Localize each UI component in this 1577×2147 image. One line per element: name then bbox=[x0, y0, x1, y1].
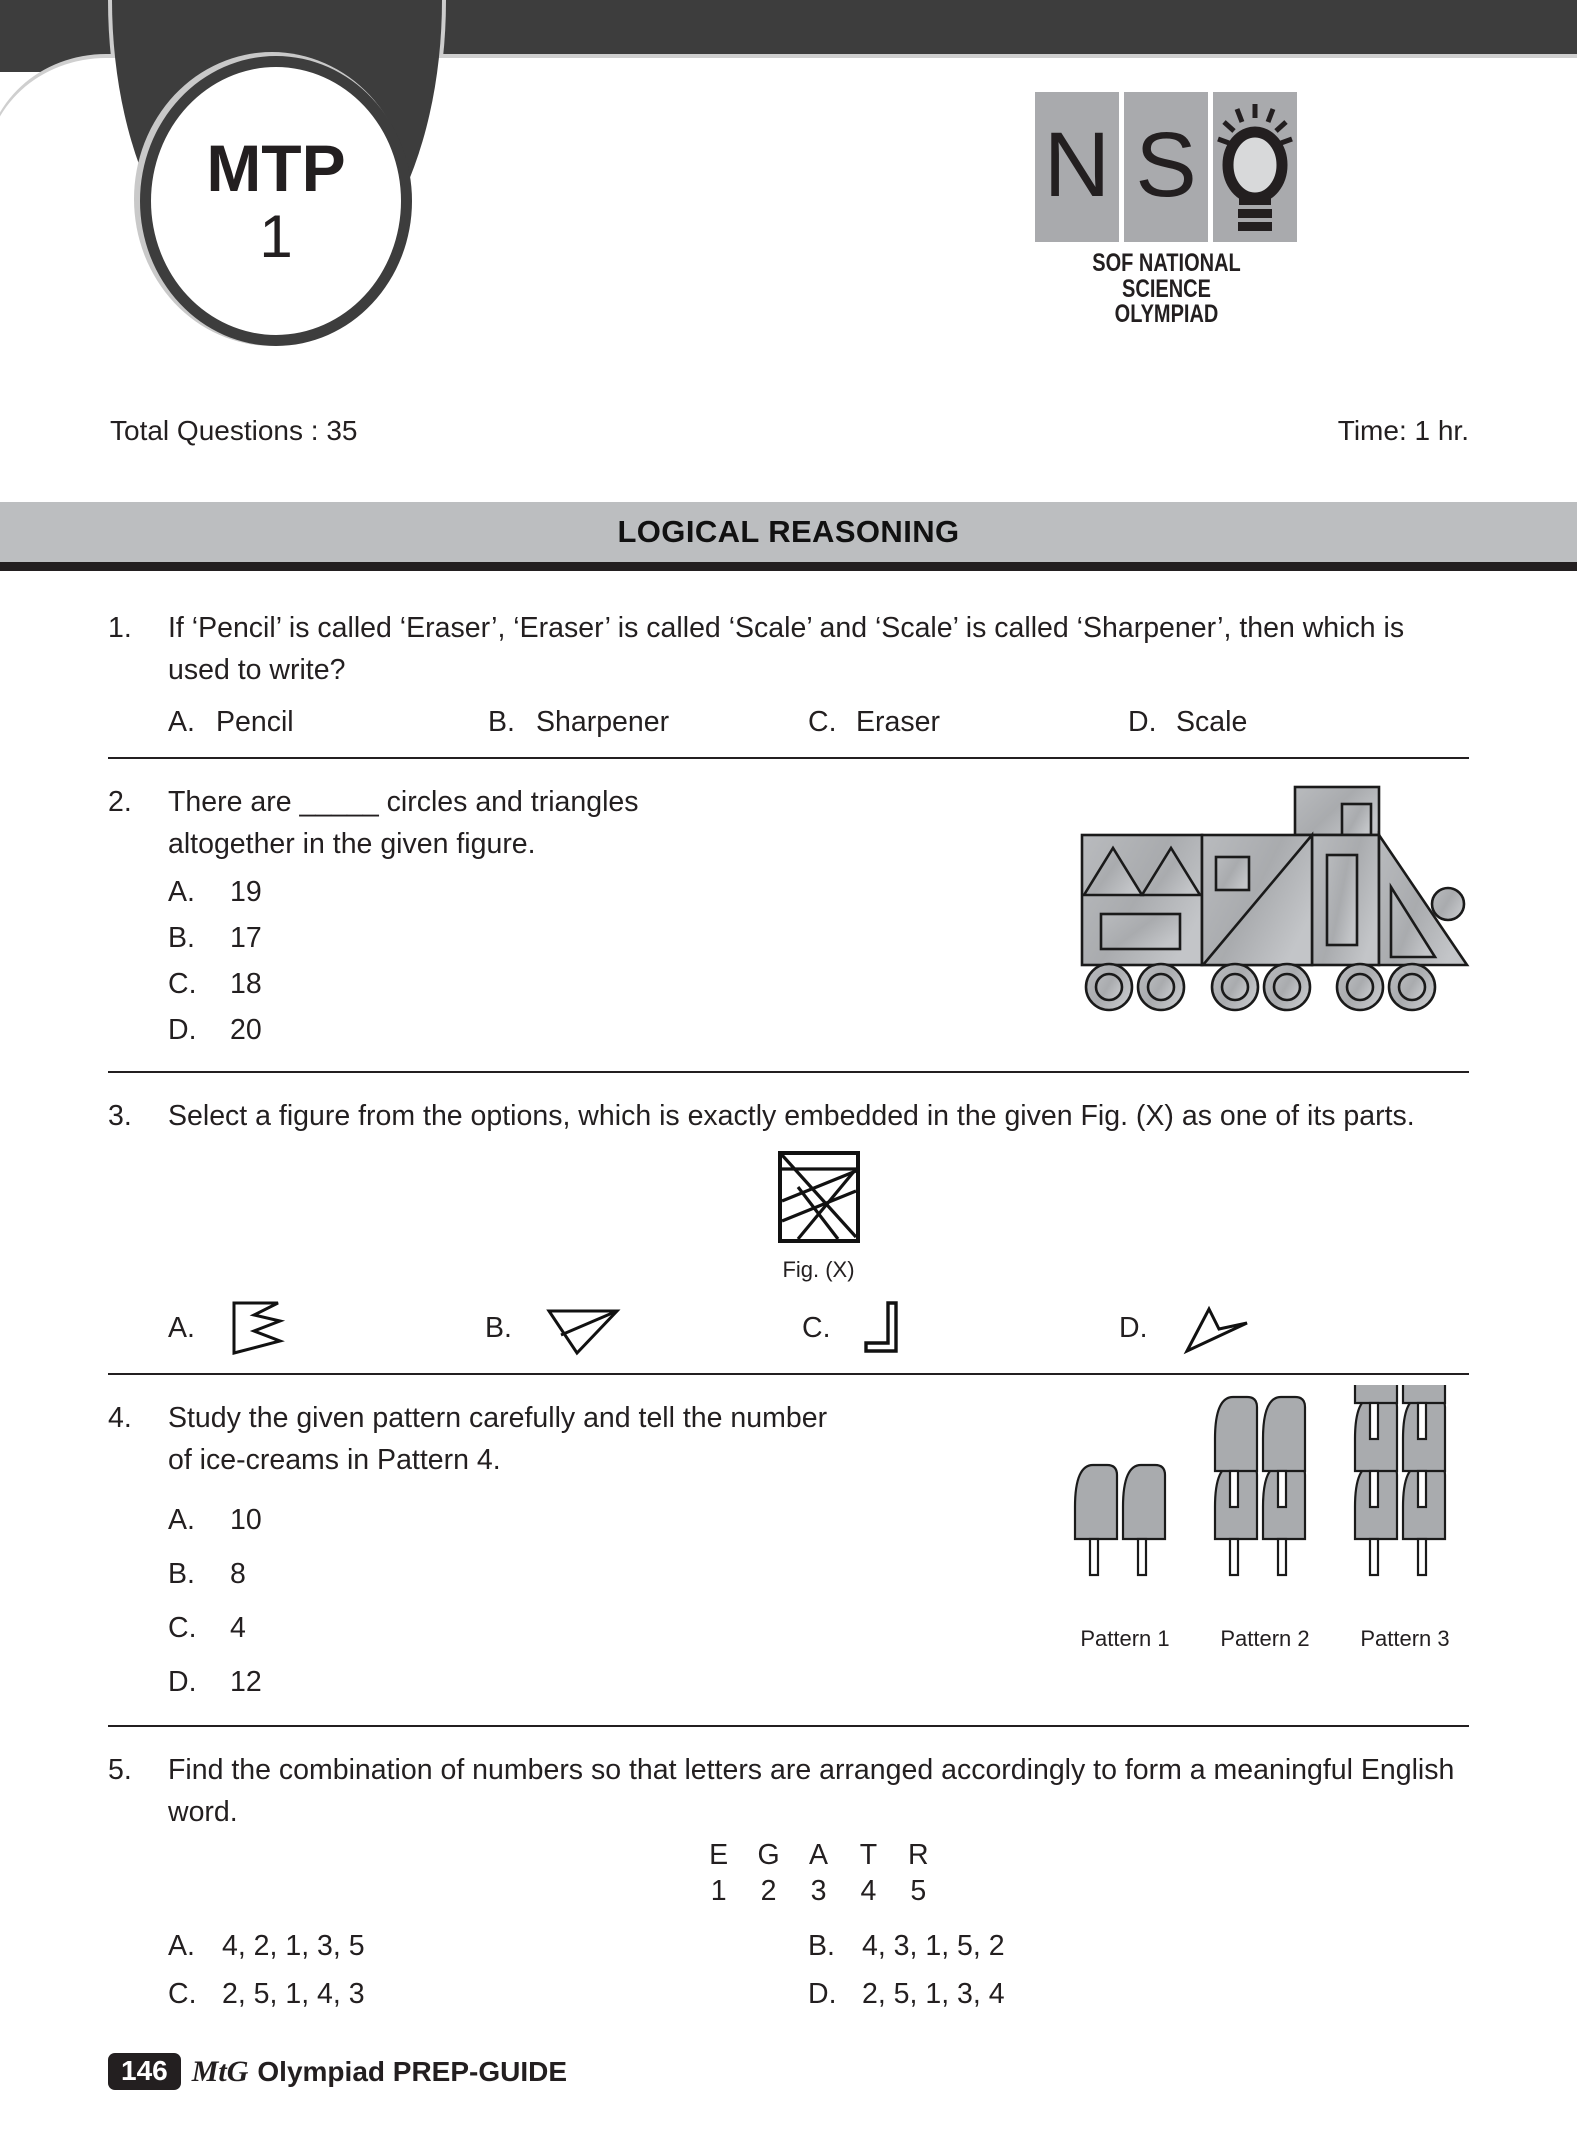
question-1-number: 1. bbox=[108, 612, 132, 644]
question-4-number: 4. bbox=[108, 1402, 132, 1434]
question-4-option-d[interactable] bbox=[168, 1661, 1469, 1703]
nso-subtitle-line1: SOF NATIONAL SCIENCE bbox=[1092, 249, 1241, 303]
time-limit-label: Time: 1 hr. bbox=[1337, 415, 1469, 446]
nso-tile-o bbox=[1213, 92, 1297, 242]
option-label: A. bbox=[168, 1311, 195, 1344]
nso-tile-s bbox=[1124, 92, 1208, 242]
question-4 bbox=[108, 1375, 1469, 1727]
question-4-text: Study the given pattern carefully and tell the number of ice-creams in Pattern 4. bbox=[168, 1402, 828, 1476]
ice-cream-pattern-figure bbox=[1055, 1385, 1475, 1652]
index-2: 2 bbox=[760, 1875, 777, 1907]
option-text: Sharpener bbox=[536, 706, 670, 738]
mtg-logo: MtG bbox=[191, 2054, 249, 2088]
letter-5: R bbox=[908, 1839, 929, 1871]
question-1-option-c[interactable] bbox=[808, 701, 1128, 743]
page-number: 146 bbox=[108, 2053, 181, 2090]
option-label: B. bbox=[485, 1311, 512, 1344]
option-label: B. bbox=[168, 922, 195, 954]
question-5 bbox=[108, 1727, 1469, 2021]
letter-1: E bbox=[709, 1839, 729, 1871]
option-text: 12 bbox=[230, 1666, 262, 1698]
option-text: 20 bbox=[230, 1014, 262, 1046]
section-banner bbox=[0, 502, 1577, 562]
option-label: B. bbox=[488, 706, 515, 738]
index-4: 4 bbox=[860, 1875, 877, 1907]
pattern-captions bbox=[1055, 1626, 1475, 1652]
question-5-number: 5. bbox=[108, 1754, 132, 1786]
pattern-2-group bbox=[1215, 1397, 1305, 1575]
question-1-text: If ‘Pencil’ is called ‘Eraser’, ‘Eraser’ is called ‘Scale’ and ‘Scale’ is called ‘Sharpener’, then which is used to write? bbox=[168, 612, 1405, 686]
option-label: D. bbox=[808, 1978, 837, 2010]
option-label: A. bbox=[168, 1930, 195, 1962]
question-5-option-d[interactable] bbox=[808, 1973, 1448, 2015]
index-5: 5 bbox=[910, 1875, 927, 1907]
indices-row bbox=[168, 1873, 1469, 1909]
index-1: 1 bbox=[710, 1875, 727, 1907]
question-3-figure-x-wrap bbox=[168, 1149, 1469, 1283]
letter-2: G bbox=[757, 1839, 780, 1871]
train-shapes-figure bbox=[1057, 769, 1477, 1024]
option-label: C. bbox=[168, 1612, 197, 1644]
figure-x-caption: Fig. (X) bbox=[782, 1257, 855, 1282]
option-text: 4 bbox=[230, 1612, 246, 1644]
section-title: LOGICAL REASONING bbox=[617, 514, 960, 549]
question-3-option-d[interactable] bbox=[1119, 1297, 1436, 1359]
option-label: B. bbox=[168, 1558, 195, 1590]
question-5-option-a[interactable] bbox=[168, 1925, 808, 1967]
option-text: 19 bbox=[230, 876, 262, 908]
pattern-1-label: Pattern 1 bbox=[1080, 1626, 1170, 1651]
pattern-3-group bbox=[1355, 1385, 1445, 1575]
letters-row bbox=[168, 1837, 1469, 1873]
question-2 bbox=[108, 759, 1469, 1073]
question-3-option-b[interactable] bbox=[485, 1297, 802, 1359]
option-text: 8 bbox=[230, 1558, 246, 1590]
question-1-option-a[interactable] bbox=[168, 701, 488, 743]
option-label: D. bbox=[168, 1014, 197, 1046]
question-5-options bbox=[168, 1925, 1469, 2021]
page-header bbox=[0, 0, 1577, 372]
nso-letter-s: S bbox=[1135, 114, 1197, 216]
mtp-badge-label: MTP bbox=[206, 131, 346, 205]
option-text: Eraser bbox=[856, 706, 940, 738]
option-label: D. bbox=[1128, 706, 1157, 738]
option-label: C. bbox=[168, 968, 197, 1000]
l-bracket-figure bbox=[858, 1297, 912, 1359]
question-3 bbox=[108, 1073, 1469, 1375]
pattern-3-label: Pattern 3 bbox=[1360, 1626, 1450, 1651]
question-5-text: Find the combination of numbers so that letters are arranged accordingly to form a meaningful English word. bbox=[168, 1754, 1455, 1828]
question-3-text: Select a figure from the options, which is exactly embedded in the given Fig. (X) as one of its parts. bbox=[168, 1100, 1415, 1132]
option-label: C. bbox=[802, 1311, 831, 1344]
question-1 bbox=[108, 585, 1469, 759]
option-label: A. bbox=[168, 706, 195, 738]
exam-meta bbox=[0, 415, 1577, 457]
questions-container bbox=[0, 585, 1577, 2021]
option-text: 4, 2, 1, 3, 5 bbox=[222, 1930, 365, 1962]
fig-x-figure bbox=[776, 1149, 862, 1245]
question-3-option-a[interactable] bbox=[168, 1297, 485, 1359]
nso-logo bbox=[1035, 92, 1365, 328]
option-label: A. bbox=[168, 876, 195, 908]
option-label: A. bbox=[168, 1504, 195, 1536]
option-text: Scale bbox=[1176, 706, 1248, 738]
pattern-1-group bbox=[1075, 1465, 1165, 1575]
question-5-option-b[interactable] bbox=[808, 1925, 1448, 1967]
question-1-options bbox=[168, 701, 1469, 743]
nso-subtitle bbox=[1061, 251, 1271, 328]
option-text: 17 bbox=[230, 922, 262, 954]
option-label: C. bbox=[808, 706, 837, 738]
option-text: 4, 3, 1, 5, 2 bbox=[862, 1930, 1005, 1962]
pattern-2-label: Pattern 2 bbox=[1220, 1626, 1310, 1651]
letter-4: T bbox=[859, 1839, 878, 1871]
nso-tile-n bbox=[1035, 92, 1119, 242]
question-2-number: 2. bbox=[108, 786, 132, 818]
question-2-text: There are _____ circles and triangles altogether in the given figure. bbox=[168, 786, 639, 860]
nso-letter-n: N bbox=[1043, 114, 1111, 216]
option-text: 2, 5, 1, 3, 4 bbox=[862, 1978, 1005, 2010]
footer-text: Olympiad PREP-GUIDE bbox=[257, 2055, 568, 2087]
option-label: B. bbox=[808, 1930, 835, 1962]
nso-logo-tiles bbox=[1035, 92, 1365, 242]
zigzag-flag-figure bbox=[224, 1297, 296, 1359]
index-3: 3 bbox=[810, 1875, 827, 1907]
letter-3: A bbox=[808, 1839, 828, 1871]
lightbulb-icon bbox=[1213, 92, 1297, 242]
total-questions-label: Total Questions : 35 bbox=[110, 415, 358, 446]
question-5-option-c[interactable] bbox=[168, 1973, 808, 2015]
question-1-option-b[interactable] bbox=[488, 701, 808, 743]
page-footer bbox=[108, 2053, 567, 2090]
question-5-letter-key bbox=[168, 1837, 1469, 1909]
question-3-options bbox=[168, 1297, 1469, 1359]
option-label: D. bbox=[1119, 1311, 1148, 1344]
question-1-option-d[interactable] bbox=[1128, 701, 1448, 743]
option-label: D. bbox=[168, 1666, 197, 1698]
mtp-badge bbox=[140, 56, 412, 346]
question-3-number: 3. bbox=[108, 1100, 132, 1132]
option-label: C. bbox=[168, 1978, 197, 2010]
dart-figure bbox=[1175, 1297, 1261, 1359]
option-text: 2, 5, 1, 4, 3 bbox=[222, 1978, 365, 2010]
section-rule bbox=[0, 562, 1577, 571]
triangle-arrow-figure bbox=[541, 1297, 627, 1359]
mtp-badge-number: 1 bbox=[259, 203, 293, 270]
option-text: 10 bbox=[230, 1504, 262, 1536]
question-3-option-c[interactable] bbox=[802, 1297, 1119, 1359]
option-text: 18 bbox=[230, 968, 262, 1000]
option-text: Pencil bbox=[216, 706, 294, 738]
nso-subtitle-line2: OLYMPIAD bbox=[1114, 300, 1219, 328]
